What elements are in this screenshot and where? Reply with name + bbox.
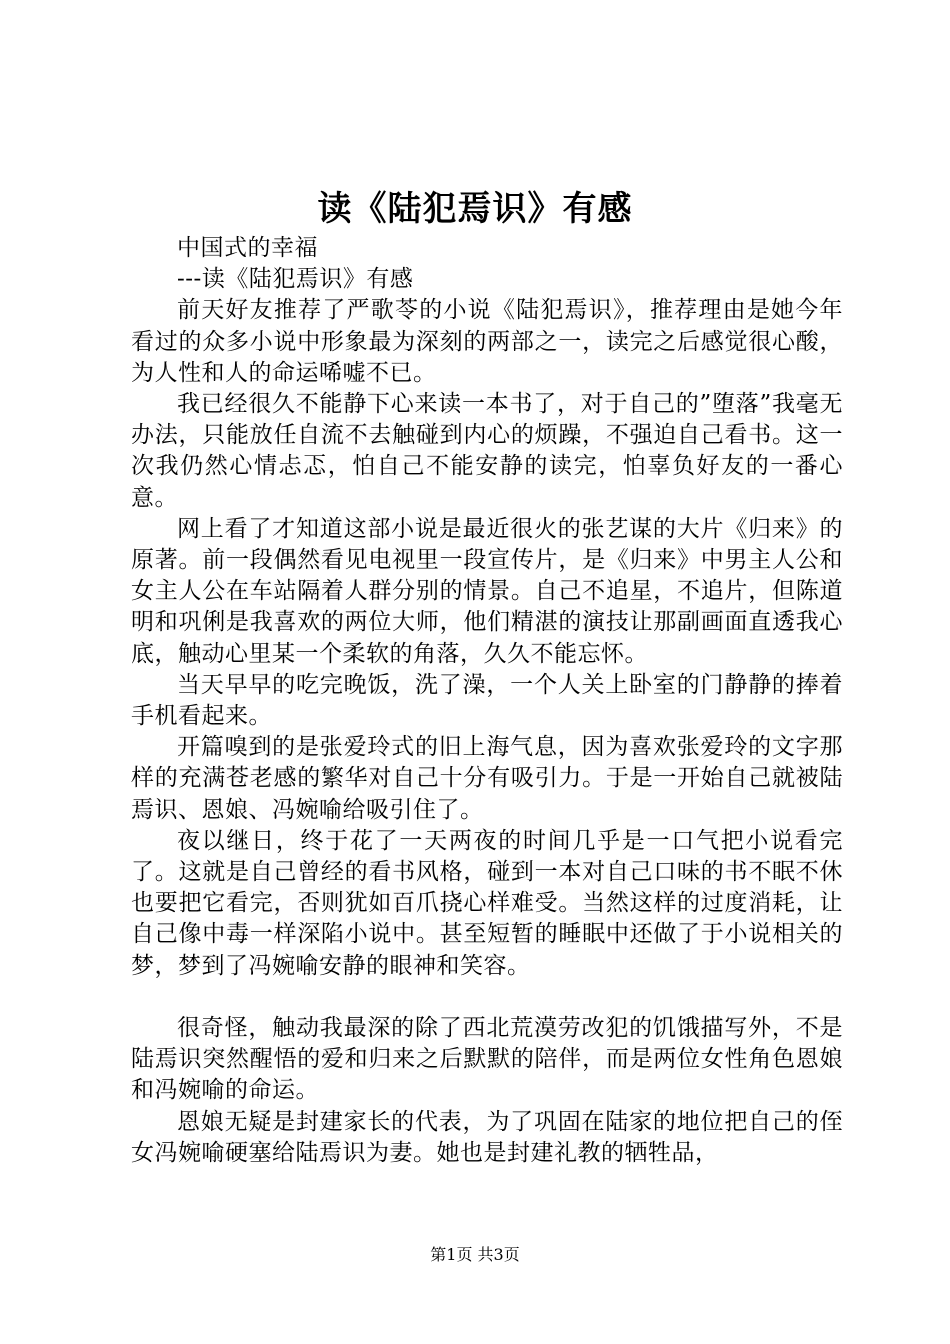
body-paragraph: 恩娘无疑是封建家长的代表，为了巩固在陆家的地位把自己的侄女冯婉喻硬塞给陆焉识为妻。她也是封建礼教的牺牲品，	[131, 1108, 843, 1166]
body-paragraph: 夜以继日，终于花了一天两夜的时间几乎是一口气把小说看完了。这就是自己曾经的看书风格，碰到一本对自己口味的书不眠不休也要把它看完，否则犹如百爪挠心样难受。当然这样的过度消耗，让自己像中毒一样深陷小说中。甚至短暂的睡眠中还做了于小说相关的梦，梦到了冯婉喻安静的眼神和笑容。	[131, 827, 843, 979]
document-title: 读《陆犯焉识》有感	[317, 189, 633, 229]
body-paragraph: 当天早早的吃完晚饭，洗了澡，一个人关上卧室的门静静的捧着手机看起来。	[131, 671, 843, 730]
body-paragraph: 很奇怪，触动我最深的除了西北荒漠劳改犯的饥饿描写外，不是陆焉识突然醒悟的爱和归来之后默默的陪伴，而是两位女性角色恩娘和冯婉喻的命运。	[131, 1015, 843, 1104]
body-paragraph: 网上看了才知道这部小说是最近很火的张艺谋的大片《归来》的原著。前一段偶然看见电视里一段宣传片，是《归来》中男主人公和女主人公在车站隔着人群分别的情景。自己不追星，不追片，但陈道明和巩俐是我喜欢的两位大师，他们精湛的演技让那副画面直透我心底，触动心里某一个柔软的角落，久久不能忘怀。	[131, 515, 843, 667]
blank-line	[131, 982, 843, 1013]
body-paragraph: 前天好友推荐了严歌苓的小说《陆犯焉识》，推荐理由是她今年看过的众多小说中形象最为深刻的两部之一，读完之后感觉很心酸，为人性和人的命运唏嘘不已。	[131, 297, 843, 386]
body-paragraph: 开篇嗅到的是张爱玲式的旧上海气息，因为喜欢张爱玲的文字那样的充满苍老感的繁华对自己十分有吸引力。于是一开始自己就被陆焉识、恩娘、冯婉喻给吸引住了。	[131, 734, 843, 823]
subtitle-line: 中国式的幸福	[177, 235, 318, 261]
body-paragraph: 我已经很久不能静下心来读一本书了，对于自己的”堕落”我毫无办法，只能放任自流不去触碰到内心的烦躁，不强迫自己看书。这一次我仍然心情忐忑，怕自己不能安静的读完，怕辜负好友的一番心意。	[131, 391, 843, 511]
document-body	[131, 233, 843, 1169]
subtitle-line: ---读《陆犯焉识》有感	[177, 266, 414, 293]
page-number: 第1页 共3页	[430, 1245, 520, 1264]
